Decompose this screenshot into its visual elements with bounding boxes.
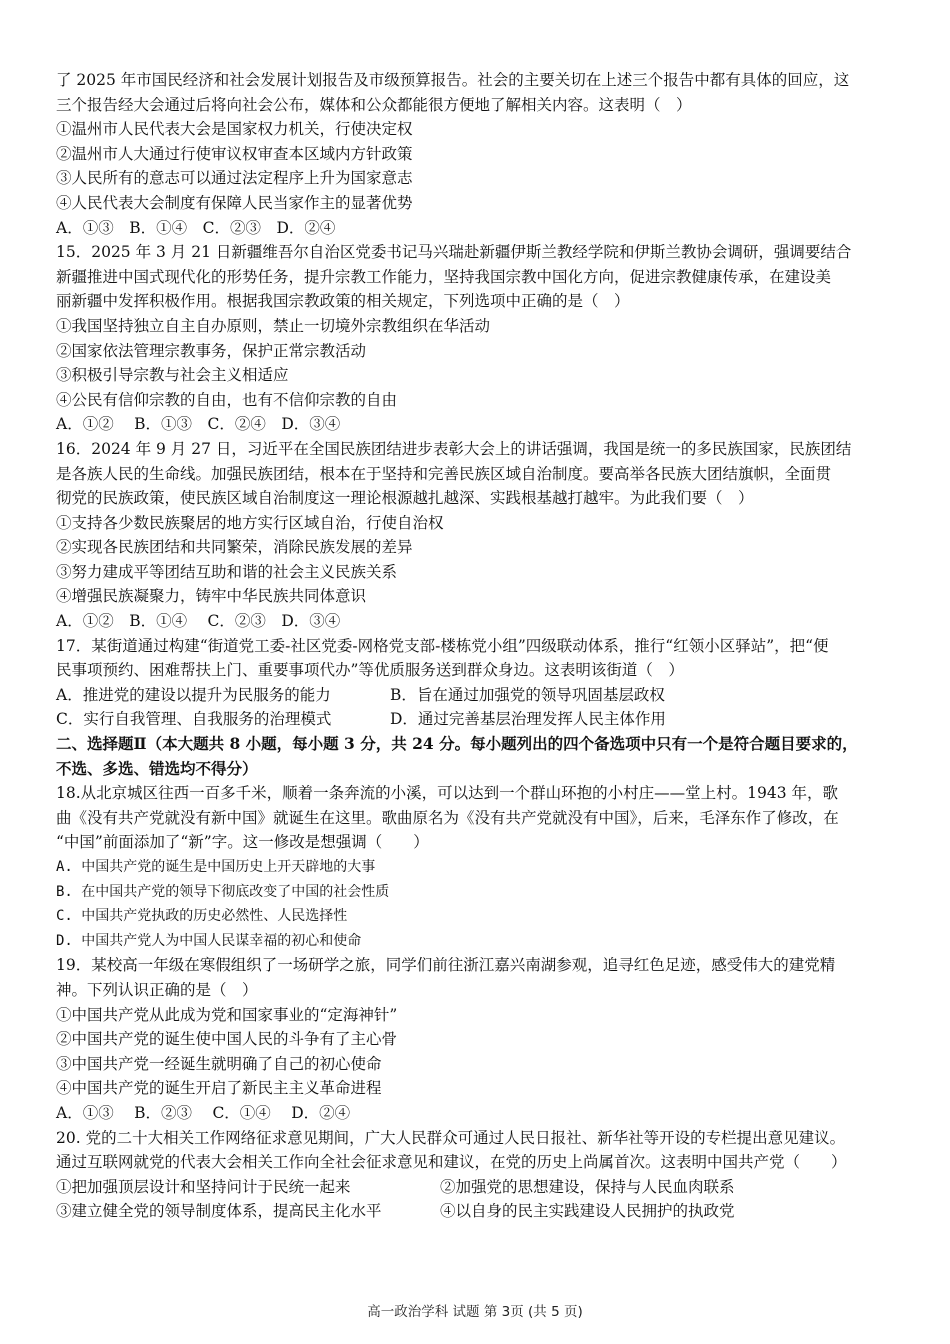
question-stem-line: 三个报告经大会通过后将向社会公布，媒体和公众都能很方便地了解相关内容。这表明（ ） — [56, 95, 692, 114]
statement-2: ②国家依法管理宗教事务，保护正常宗教活动 — [56, 341, 367, 360]
question-stem-line: 丽新疆中发挥积极作用。根据我国宗教政策的相关规定，下列选项中正确的是（ ） — [56, 292, 630, 311]
option-a: A．推进党的建设以提升为民服务的能力 — [56, 685, 331, 704]
answer-choices: A．①③ B．①④ C．②③ D．②④ — [56, 218, 336, 237]
question-stem-line: 是各族人民的生命线。加强民族团结，根本在于坚持和完善民族区域自治制度。要高举各民族大团结旗帜，全面贯 — [56, 464, 832, 483]
question-14 — [56, 68, 902, 240]
option-d: D．通过完善基层治理发挥人民主体作用 — [390, 710, 666, 729]
question-stem-line: 16．2024 年 9 月 27 日，习近平在全国民族团结进步表彰大会上的讲话强调，我国是统一的多民族国家，民族团结 — [56, 439, 852, 458]
question-stem-line: 17．某街道通过构建“街道党工委-社区党委-网格党支部-楼栋党小组”四级联动体系，推行“红领小区驿站”，把“便 — [56, 636, 829, 655]
question-stem-line: 曲《没有共产党就没有新中国》就诞生在这里。歌曲原名为《没有共产党就没有中国》，后来，毛泽东作了修改，在 — [56, 808, 839, 827]
statement-4: ④人民代表大会制度有保障人民当家作主的显著优势 — [56, 193, 413, 212]
question-stem-line: “中国”前面添加了“新”字。这一修改是想强调（ ） — [56, 833, 429, 852]
question-stem-line: 20. 党的二十大相关工作网络征求意见期间，广大人民群众可通过人民日报社、新华社等开设的专栏提出意见建议。 — [56, 1128, 846, 1147]
question-stem-line: 民事项预约、困难帮扶上门、重要事项代办”等优质服务送到群众身边。这表明该街道（ ） — [56, 661, 684, 680]
question-18 — [56, 781, 902, 953]
question-stem-line: 彻党的民族政策，使民族区域自治制度这一理论根源越扎越深、实践根基越打越牢。为此我们要（ ） — [56, 489, 754, 508]
statement-2: ②加强党的思想建设，保持与人民血肉联系 — [440, 1177, 735, 1196]
option-row — [56, 707, 902, 732]
question-stem-line: 了 2025 年市国民经济和社会发展计划报告及市级预算报告。社会的主要关切在上述三个报告中都有具体的回应，这 — [56, 71, 850, 89]
section-title-line: 不选、多选、错选均不得分） — [56, 758, 258, 778]
statement-2: ②温州市人大通过行使审议权审查本区域内方针政策 — [56, 144, 413, 163]
question-16 — [56, 437, 902, 634]
statement-3: ③中国共产党一经诞生就明确了自己的初心使命 — [56, 1054, 382, 1073]
option-c: C. 中国共产党执政的历史必然性、人民选择性 — [56, 908, 348, 925]
option-a: A. 中国共产党的诞生是中国历史上开天辟地的大事 — [56, 859, 376, 875]
exam-page — [56, 68, 902, 1224]
question-17 — [56, 634, 902, 732]
answer-choices: A．①② B．①④ C．②③ D．③④ — [56, 612, 341, 631]
question-stem-line: 15．2025 年 3 月 21 日新疆维吾尔自治区党委书记马兴瑞赴新疆伊斯兰教经学院和伊斯兰教协会调研，强调要结合 — [56, 243, 852, 262]
option-d: D. 中国共产党人为中国人民谋幸福的初心和使命 — [56, 932, 362, 949]
statement-1: ①我国坚持独立自主自办原则，禁止一切境外宗教组织在华活动 — [56, 316, 491, 335]
section-title-line: 二、选择题Ⅱ（本大题共 8 小题，每小题 3 分，共 24 分。每小题列出的四个备选项中只有一个是符合题目要求的， — [56, 734, 858, 754]
page-footer: 高一政治学科 试题 第 3页 (共 5 页) — [367, 1304, 583, 1320]
statement-1: ①温州市人民代表大会是国家权力机关，行使决定权 — [56, 120, 413, 139]
statement-2: ②中国共产党的诞生使中国人民的斗争有了主心骨 — [56, 1030, 398, 1049]
question-stem-line: 通过互联网就党的代表大会相关工作向全社会征求意见和建议，在党的历史上尚属首次。这表明中国共产党（ ） — [56, 1153, 847, 1172]
statement-row — [56, 1199, 902, 1224]
question-stem-line: 新疆推进中国式现代化的形势任务，提升宗教工作能力，坚持我国宗教中国化方向，促进宗教健康传承，在建设美 — [56, 267, 832, 286]
statement-4: ④中国共产党的诞生开启了新民主主义革命进程 — [56, 1079, 382, 1098]
statement-4: ④增强民族凝聚力，铸牢中华民族共同体意识 — [56, 587, 367, 606]
statement-1: ①把加强顶层设计和坚持问计于民统一起来 — [56, 1177, 351, 1196]
question-stem-line: 神。下列认识正确的是（ ） — [56, 980, 258, 999]
section-heading — [56, 732, 902, 781]
statement-3: ③积极引导宗教与社会主义相适应 — [56, 366, 289, 385]
statement-2: ②实现各民族团结和共同繁荣，消除民族发展的差异 — [56, 538, 413, 557]
option-c: C．实行自我管理、自我服务的治理模式 — [56, 710, 332, 729]
statement-4: ④公民有信仰宗教的自由，也有不信仰宗教的自由 — [56, 390, 398, 409]
statement-3: ③建立健全党的领导制度体系，提高民主化水平 — [56, 1202, 382, 1221]
statement-1: ①中国共产党从此成为党和国家事业的“定海神针” — [56, 1005, 398, 1024]
question-20 — [56, 1126, 902, 1224]
question-15 — [56, 240, 902, 437]
statement-3: ③人民所有的意志可以通过法定程序上升为国家意志 — [56, 169, 413, 188]
statement-1: ①支持各少数民族聚居的地方实行区域自治，行使自治权 — [56, 513, 444, 532]
question-stem-line: 19．某校高一年级在寒假组织了一场研学之旅，同学们前往浙江嘉兴南湖参观，追寻红色足迹，感受伟大的建党精 — [56, 956, 836, 975]
statement-3: ③努力建成平等团结互助和谐的社会主义民族关系 — [56, 562, 398, 581]
answer-choices: A．①③ B．②③ C．①④ D．②④ — [56, 1103, 351, 1122]
question-stem-line: 18.从北京城区往西一百多千米，顺着一条奔流的小溪，可以达到一个群山环抱的小村庄——堂上村。1943 年，歌 — [56, 784, 839, 803]
question-19 — [56, 953, 902, 1125]
statement-row — [56, 1175, 902, 1200]
statement-4: ④以自身的民主实践建设人民拥护的执政党 — [440, 1202, 735, 1221]
option-b: B. 在中国共产党的领导下彻底改变了中国的社会性质 — [56, 883, 390, 900]
option-row — [56, 683, 902, 708]
option-b: B．旨在通过加强党的领导巩固基层政权 — [390, 685, 665, 704]
answer-choices: A．①② B．①③ C．②④ D．③④ — [56, 415, 341, 434]
